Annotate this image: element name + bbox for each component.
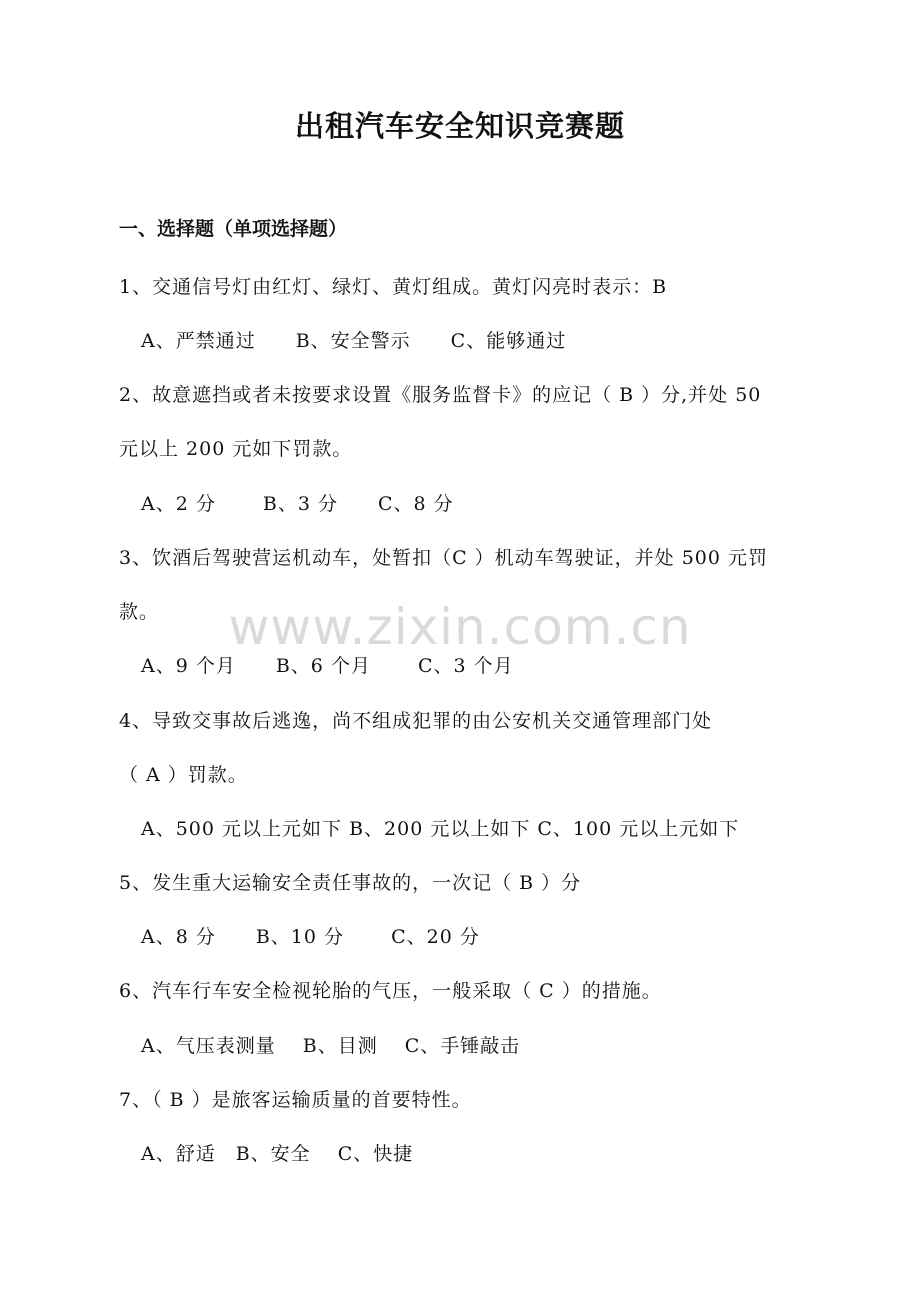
question-1-options: A、严禁通过 B、安全警示 C、能够通过: [141, 330, 567, 352]
document-title: 出租汽车安全知识竞赛题: [294, 109, 625, 143]
question-3-text: 3、饮酒后驾驶营运机动车，处暂扣（C ）机动车驾驶证，并处 500 元罚: [119, 547, 769, 569]
question-2-text: 2、故意遮挡或者未按要求设置《服务监督卡》的应记（ B ）分,并处 50: [119, 384, 762, 406]
question-5-text: 5、发生重大运输安全责任事故的，一次记（ B ）分: [119, 872, 582, 894]
question-7-text: 7、（ B ）是旅客运输质量的首要特性。: [119, 1089, 472, 1111]
question-1-text: 1、交通信号灯由红灯、绿灯、黄灯组成。黄灯闪亮时表示：B: [119, 276, 668, 298]
question-7-options: A、舒适 B、安全 C、快捷: [141, 1143, 414, 1165]
question-2-text-cont: 元以上 200 元如下罚款。: [119, 438, 353, 460]
question-3-text-cont: 款。: [119, 601, 160, 623]
question-6-options: A、气压表测量 B、目测 C、手锤敲击: [141, 1035, 521, 1057]
question-4-text-cont: （ A ）罚款。: [119, 764, 248, 786]
watermark: www.zixin.com.cn: [228, 598, 692, 656]
question-4-text: 4、导致交事故后逃逸，尚不组成犯罪的由公安机关交通管理部门处: [119, 710, 713, 732]
question-5-options: A、8 分 B、10 分 C、20 分: [141, 926, 480, 948]
section-heading: 一、选择题（单项选择题）: [119, 218, 348, 240]
question-4-options: A、500 元以上元如下 B、200 元以上如下 C、100 元以上元如下: [141, 818, 740, 840]
question-3-options: A、9 个月 B、6 个月 C、3 个月: [141, 655, 514, 677]
question-2-options: A、2 分 B、3 分 C、8 分: [141, 493, 454, 515]
question-6-text: 6、汽车行车安全检视轮胎的气压，一般采取（ C ）的措施。: [119, 980, 662, 1002]
